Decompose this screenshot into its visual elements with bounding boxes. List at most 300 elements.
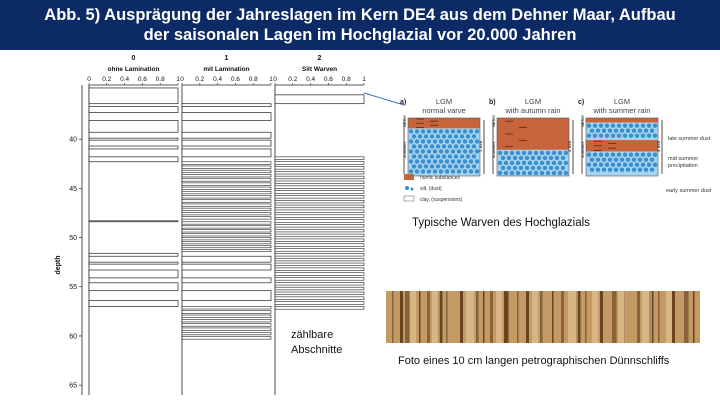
lamination-band [182,183,271,186]
silt-grain [599,152,603,156]
silt-grain [510,151,514,155]
silt-grain [629,152,633,156]
lamination-band [182,241,271,243]
annotation-late-summer: late summer dust [668,136,711,142]
interval-bar [182,264,271,270]
silt-grain [451,159,455,163]
silt-grain [599,133,603,137]
lamination-band [182,166,271,169]
silt-grain [454,144,458,148]
silt-grain [620,128,624,132]
silt-grain [460,154,464,158]
x-tick-label: 0.8 [155,76,165,83]
silt-grain [632,157,636,161]
photo-dark-band [658,291,660,343]
panel-subtitle: normal varve [422,106,466,115]
varve-lamina [275,157,364,160]
silt-grain [605,162,609,166]
interval-bar [182,291,271,301]
silt-grain [632,128,636,132]
silt-grain [614,167,618,171]
x-tick-label: 0.6 [323,76,333,83]
legend-label: silt, (dust) [420,186,442,192]
silt-grain [587,123,591,127]
silt-grain [653,133,657,137]
silt-grain [629,133,633,137]
silt-grain [409,139,413,143]
lamination-band [182,234,271,236]
panel-title: LGM [524,97,542,106]
silt-grain [469,129,473,133]
lamination-band [182,217,271,220]
silt-grain [590,128,594,132]
interval-bar [182,278,271,283]
silt-grain [451,129,455,133]
silt-grain [611,152,615,156]
silt-grain [421,159,425,163]
silt-grain [534,171,538,175]
silt-grain [593,123,597,127]
x-tick-label: 0.6 [230,76,240,83]
silt-grain [427,169,431,173]
lamination-band [182,170,271,173]
x-tick-label: 0.8 [248,76,258,83]
x-tick-label: 0.2 [195,76,205,83]
silt-grain [430,154,434,158]
silt-grain [617,162,621,166]
x-tick-label: 0.4 [306,76,316,83]
silt-grain [433,129,437,133]
lamination-band [182,204,271,207]
silt-grain [445,159,449,163]
photo-dark-band [552,291,554,343]
silt-grain [641,133,645,137]
silt-grain [415,169,419,173]
interval-bar [182,132,271,138]
silt-grain [451,139,455,143]
silt-grain [525,156,529,160]
humic-layer [586,118,658,123]
silt-grain [409,169,413,173]
silt-grain [626,128,630,132]
silt-grain [415,139,419,143]
silt-grain [608,167,612,171]
interval-bar [89,88,178,104]
legend-label: clay, (suspensions) [420,197,463,203]
column-index: 1 [224,55,229,62]
silt-grain [504,171,508,175]
silt-grain [605,123,609,127]
silt-grain [534,161,538,165]
silt-grain [433,159,437,163]
silt-grain [647,133,651,137]
silt-grain [653,123,657,127]
y-tick-label: 55 [69,284,77,292]
silt-grain [442,154,446,158]
side-label-winter: winter [491,114,496,127]
panel-title: LGM [435,97,453,106]
silt-grain [445,149,449,153]
slide-title-line2: der saisonalen Lagen im Hochglazial vor 20.000 Jahren [143,26,577,44]
annotation-early-summer: early summer dust [666,188,712,194]
silt-grain [540,151,544,155]
silt-grain [590,167,594,171]
silt-grain [516,171,520,175]
lamination-band [182,328,271,331]
silt-grain [498,171,502,175]
photo-dark-band [427,291,430,343]
photo-dark-band [600,291,603,343]
silt-grain [626,157,630,161]
silt-grain [415,159,419,163]
lamination-band [182,315,271,318]
silt-grain [469,149,473,153]
silt-grain [552,151,556,155]
photo-dark-band [504,291,509,343]
silt-grain [445,129,449,133]
silt-grain [593,152,597,156]
silt-grain [644,167,648,171]
silt-grain [433,169,437,173]
silt-grain [504,151,508,155]
silt-grain [439,149,443,153]
silt-grain [596,128,600,132]
interval-bar [182,149,271,157]
interval-bar [89,253,178,256]
silt-grain [647,162,651,166]
legend-label: humic substances [420,175,461,181]
varve-lamina [275,220,364,223]
varve-lamina [275,215,364,218]
varve-lamina [275,171,364,174]
photo-dark-band [483,291,485,343]
silt-grain [638,167,642,171]
silt-grain [614,157,618,161]
silt-grain [469,139,473,143]
interval-bar [89,283,178,291]
x-tick-label: 0.8 [341,76,351,83]
silt-grain [587,133,591,137]
silt-grain [653,152,657,156]
side-label-summer: summer [402,141,407,158]
silt-grain [623,133,627,137]
column-title: ohne Lamination [107,66,160,73]
silt-grain [596,157,600,161]
silt-grain [430,164,434,168]
silt-grain [430,144,434,148]
slide-title-line1: Abb. 5) Ausprägung der Jahreslagen im Kern DE4 aus dem Dehner Maar, Aufbau [44,6,676,24]
silt-grain [617,123,621,127]
silt-grain [620,157,624,161]
interval-bar [182,113,271,121]
silt-grain [421,139,425,143]
x-tick-label: 1 [269,76,273,83]
silt-grain [605,152,609,156]
silt-grain [424,164,428,168]
silt-grain [546,171,550,175]
silt-grain [519,166,523,170]
varve-lamina [275,166,364,169]
silt-grain [463,149,467,153]
lamination-band [182,332,271,335]
silt-grain [412,134,416,138]
varve-lamina [275,224,364,227]
silt-grain [534,151,538,155]
silt-grain [528,171,532,175]
silt-grain [546,151,550,155]
interval-bar [89,270,178,278]
photo-light-band [466,291,476,343]
silt-grain [587,162,591,166]
y-tick-label: 50 [69,235,77,243]
silt-grain [457,159,461,163]
silt-grain [424,154,428,158]
silt-grain [599,162,603,166]
silt-grain [466,164,470,168]
lamination-band [182,324,271,327]
silt-grain [614,128,618,132]
lamination-band [182,212,271,215]
annotation-mid-summer: mid summer [668,156,699,162]
interval-bar [89,138,178,140]
y-tick-label: 60 [69,333,77,341]
silt-grain [552,161,556,165]
silt-grain [611,133,615,137]
silt-grain [650,128,654,132]
lamination-band [182,249,271,251]
photo-light-band [410,291,416,343]
silt-grain [602,128,606,132]
silt-grain [445,139,449,143]
photo-dark-band [561,291,564,343]
interval-bar [182,256,271,262]
silt-grain [472,164,476,168]
silt-grain [418,134,422,138]
varve-lamina [275,268,364,271]
photo-light-band [642,291,652,343]
varve-lamina [275,282,364,285]
silt-grain [513,166,517,170]
photo-dark-band [405,291,410,343]
silt-grain [522,151,526,155]
silt-grain [650,167,654,171]
varve-lamina [275,273,364,276]
varve-lamina [275,287,364,290]
silt-grain [635,133,639,137]
varve-lamina [275,249,364,252]
silt-grain [647,123,651,127]
silt-grain [564,171,568,175]
silt-grain [641,123,645,127]
silt-grain [623,152,627,156]
silt-grain [608,157,612,161]
silt-grain [602,157,606,161]
photo-dark-band [490,291,493,343]
silt-grain [546,161,550,165]
silt-grain [409,159,413,163]
silt-grain [451,149,455,153]
silt-grain [561,166,565,170]
silt-grain [617,152,621,156]
silt-grain [617,133,621,137]
silt-grain [629,162,633,166]
silt-grain [451,169,455,173]
side-label-winter: winter [402,114,407,127]
silt-grain [457,139,461,143]
silt-grain [522,171,526,175]
x-tick-label: 0.2 [102,76,112,83]
silt-grain [602,167,606,171]
silt-grain [519,156,523,160]
silt-grain [424,144,428,148]
photo-light-band [666,291,672,343]
silt-grain [525,166,529,170]
silt-grain [463,139,467,143]
thickness-label: 4 mm [656,140,661,152]
lamination-band [182,162,271,165]
silt-grain [463,169,467,173]
silt-grain [531,166,535,170]
interval-bar [89,107,178,113]
panel-letter: b) [489,99,496,106]
silt-grain [516,151,520,155]
silt-grain [540,161,544,165]
silt-grain [409,129,413,133]
varve-lamina [275,191,364,194]
silt-grain [555,166,559,170]
silt-grain [421,169,425,173]
silt-grain [510,171,514,175]
lamination-band [182,311,271,314]
varve-lamina [275,278,364,281]
x-tick-label: 0 [273,76,277,83]
photo-dark-band [400,291,403,343]
interval-bar [89,157,178,162]
silt-grain [412,164,416,168]
x-tick-label: 0 [180,76,184,83]
varve-lamina [275,292,364,295]
silt-grain [599,123,603,127]
silt-grain [555,156,559,160]
silt-grain [623,162,627,166]
silt-grain [498,151,502,155]
x-tick-label: 0.2 [288,76,298,83]
silt-grain [427,159,431,163]
silt-grain [454,134,458,138]
silt-grain [540,171,544,175]
varve-lamina [275,297,364,300]
silt-grain [466,144,470,148]
panel-letter: c) [578,99,585,106]
silt-grain [433,139,437,143]
silt-grain [590,157,594,161]
photo-light-band [432,291,440,343]
silt-grain [549,166,553,170]
silt-grain [587,152,591,156]
silt-grain [427,139,431,143]
varve-lamina [275,162,364,165]
title-bar [0,0,720,50]
silt-grain [445,169,449,173]
interval-bar [89,120,178,132]
lamination-band [182,196,271,199]
interval-bar [182,140,271,146]
silt-grain [632,167,636,171]
silt-grain [635,152,639,156]
varve-lamina [275,307,364,310]
silt-grain [558,161,562,165]
silt-grain [472,154,476,158]
counting-label-line2: Abschnitte [291,344,343,356]
silt-grain [442,164,446,168]
silt-grain [415,129,419,133]
lamination-band [182,238,271,240]
varve-lamina [275,205,364,208]
silt-grain [641,162,645,166]
photo-dark-band [460,291,463,343]
silt-grain [620,167,624,171]
silt-grain [510,161,514,165]
silt-grain [537,166,541,170]
silt-grain [593,162,597,166]
side-label-winter: winter [580,114,585,127]
silt-grain [436,154,440,158]
thickness-label: 1 mm [478,140,483,152]
varve-lamina [275,186,364,189]
interval-bar [89,262,178,264]
silt-grain [421,129,425,133]
silt-grain [635,123,639,127]
silt-grain [498,161,502,165]
interval-bar [275,95,364,104]
panel-title: LGM [613,97,631,106]
photo-dark-band [612,291,617,343]
silt-grain [415,149,419,153]
photo-dark-band [446,291,448,343]
silt-grain [564,161,568,165]
thickness-label: 4 mm [567,140,572,152]
panel-letter: a) [400,99,407,106]
silt-grain [448,154,452,158]
varve-lamina [275,210,364,213]
silt-grain [433,149,437,153]
silt-grain [442,134,446,138]
lamination-band [182,191,271,194]
silt-grain [475,169,479,173]
silt-grain [457,129,461,133]
lamination-band [182,337,271,340]
photo-dark-band [419,291,421,343]
silt-grain [641,152,645,156]
silt-grain [472,144,476,148]
interval-bar [182,104,271,107]
silt-grain [475,159,479,163]
silt-grain [460,144,464,148]
lamination-band [182,187,271,190]
photo-light-band [496,291,502,343]
silt-grain [412,154,416,158]
silt-grain [611,123,615,127]
silt-grain [418,164,422,168]
counting-label [291,328,342,358]
photo-light-band [618,291,626,343]
varve-schema [400,92,715,212]
varve-lamina [275,195,364,198]
silt-grain [552,171,556,175]
silt-grain [507,166,511,170]
silt-grain [635,162,639,166]
silt-grain [623,123,627,127]
